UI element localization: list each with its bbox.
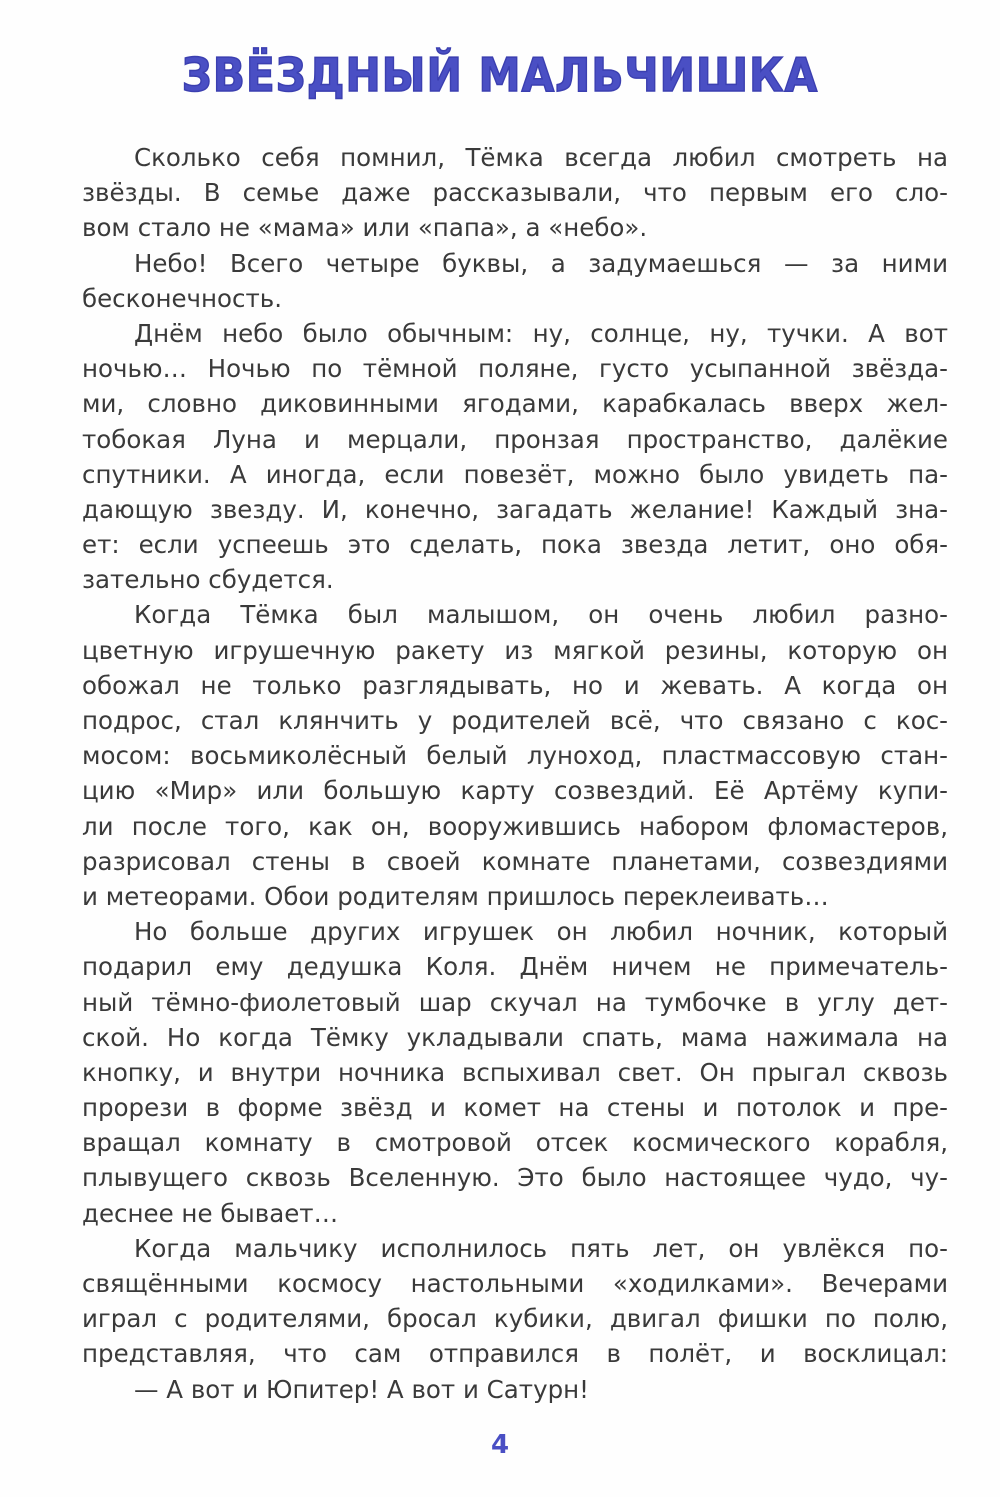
text-line: играл с родителями, бросал кубики, двигал фишки по полю,: [82, 1304, 948, 1334]
text-line: подарил ему дедушка Коля. Днём ничем не примечатель-: [82, 952, 948, 982]
chapter-title: ЗВЁЗДНЫЙ МАЛЬЧИШКА: [181, 48, 819, 102]
text-line: деснее не бывает…: [82, 1198, 339, 1228]
text-line: зательно сбудется.: [82, 565, 334, 595]
text-line: разрисовал стены в своей комнате планетами, созвездиями: [82, 846, 948, 876]
text-line: ской. Но когда Тёмку укладывали спать, мама нажимала на: [82, 1022, 948, 1052]
text-line: прорези в форме звёзд и комет на стены и потолок и пре-: [82, 1093, 948, 1123]
text-line: Когда мальчику исполнилось пять лет, он увлёкся по-: [134, 1233, 948, 1263]
text-line: ет: если успеешь это сделать, пока звезда летит, оно обя-: [82, 530, 948, 560]
page-number: 4: [490, 1430, 510, 1460]
text-line: бесконечность.: [82, 283, 282, 313]
text-line: цию «Мир» или большую карту созвездий. Её Артёму купи-: [82, 776, 948, 806]
text-line: и метеорами. Обои родителям пришлось переклеивать…: [82, 881, 829, 911]
text-line: мосом: восьмиколёсный белый луноход, пластмассовую стан-: [82, 741, 948, 771]
text-line: цветную игрушечную ракету из мягкой резины, которую он: [82, 635, 948, 665]
text-line: вом стало не «мама» или «папа», а «небо».: [82, 213, 648, 243]
text-line: подрос, стал клянчить у родителей всё, что связано с кос-: [82, 706, 948, 735]
text-line: тобокая Луна и мерцали, пронзая пространство, далёкие: [82, 424, 948, 454]
text-line: ли после того, как он, вооружившись набором фломастеров,: [82, 811, 948, 841]
text-line: дающую звезду. И, конечно, загадать желание! Каждый зна-: [82, 494, 948, 524]
text-line: Когда Тёмка был малышом, он очень любил разно-: [134, 600, 948, 630]
text-line: Сколько себя помнил, Тёмка всегда любил смотреть на: [134, 143, 948, 172]
text-line: кнопку, и внутри ночника вспыхивал свет. Он прыгал сквозь: [82, 1057, 948, 1087]
text-line: ночью… Ночью по тёмной поляне, густо усыпанной звёзда-: [82, 354, 948, 384]
text-line: ный тёмно-фиолетовый шар скучал на тумбочке в углу дет-: [82, 987, 948, 1017]
text-line: обожал не только разглядывать, но и жевать. А когда он: [82, 670, 948, 700]
text-line: ми, словно диковинными ягодами, карабкалась вверх жел-: [82, 389, 948, 419]
text-line: вращал комнату в смотровой отсек космического корабля,: [82, 1128, 948, 1158]
text-line: Но больше других игрушек он любил ночник, который: [134, 917, 948, 947]
body-text: [82, 140, 948, 1407]
text-line: свящёнными космосу настольными «ходилками». Вечерами: [82, 1269, 948, 1298]
text-line: представляя, что сам отправился в полёт, и восклицал:: [82, 1339, 948, 1369]
text-line: — А вот и Юпитер! А вот и Сатурн!: [134, 1374, 589, 1404]
text-line: Небо! Всего четыре буквы, а задумаешься — за ними: [134, 248, 948, 278]
text-line: плывущего сквозь Вселенную. Это было настоящее чудо, чу-: [82, 1163, 948, 1193]
text-line: звёзды. В семье даже рассказывали, что первым его сло-: [82, 178, 948, 208]
text-line: спутники. А иногда, если повезёт, можно было увидеть па-: [82, 459, 948, 489]
text-line: Днём небо было обычным: ну, солнце, ну, тучки. А вот: [134, 318, 948, 348]
